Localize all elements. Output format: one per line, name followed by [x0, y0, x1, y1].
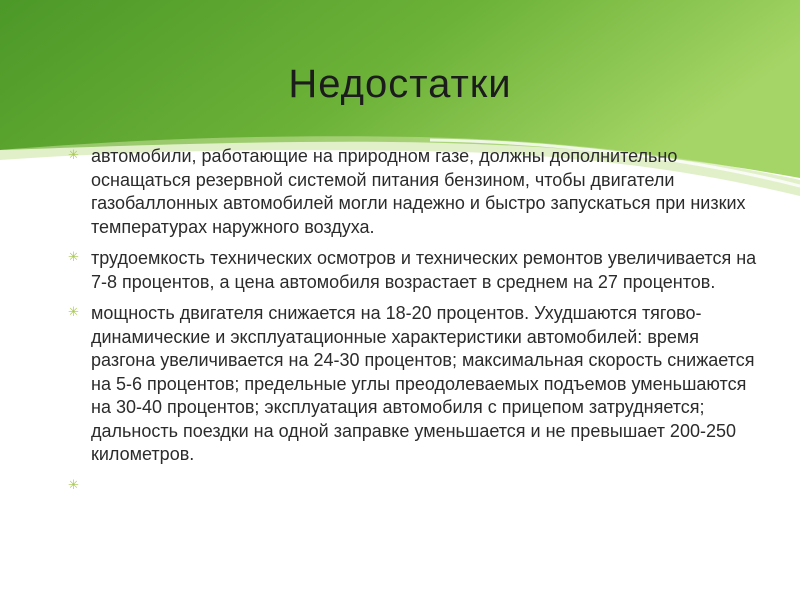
slide-title: Недостатки [288, 62, 512, 106]
bullet-star-icon: ✳ [68, 249, 79, 264]
bullet-text [91, 475, 758, 498]
list-item [68, 302, 758, 467]
bullet-text: мощность двигателя снижается на 18-20 процентов. Ухудшаются тягово-динамические и эксплуатационные характеристики автомобилей: время разгона увеличивается на 24-30 процентов; максимальная скорость снижается на 5-6 процентов; предельные углы преодолеваемых подъемов уменьшаются на 30-40 процентов; эксплуатация автомобиля с прицепом затрудняется; дальность поездки на одной заправке уменьшается и не превышает 200-250 километров. [91, 303, 755, 464]
bullet-star-icon: ✳ [68, 304, 79, 319]
bullet-text: автомобили, работающие на природном газе, должны дополнительно оснащаться резервной системой питания бензином, чтобы двигатели газобаллонных автомобилей могли надежно и быстро запускаться при низких температурах наружного воздуха. [91, 146, 746, 237]
bullet-star-icon: ✳ [68, 147, 79, 162]
list-item [68, 475, 758, 498]
list-item [68, 247, 758, 294]
bullet-text: трудоемкость технических осмотров и технических ремонтов увеличивается на 7-8 процентов, а цена автомобиля возрастает в среднем на 27 процентов. [91, 248, 757, 292]
bullet-list [68, 145, 758, 498]
bullet-star-icon: ✳ [68, 476, 79, 492]
slide-content [68, 145, 758, 506]
list-item [68, 145, 758, 239]
